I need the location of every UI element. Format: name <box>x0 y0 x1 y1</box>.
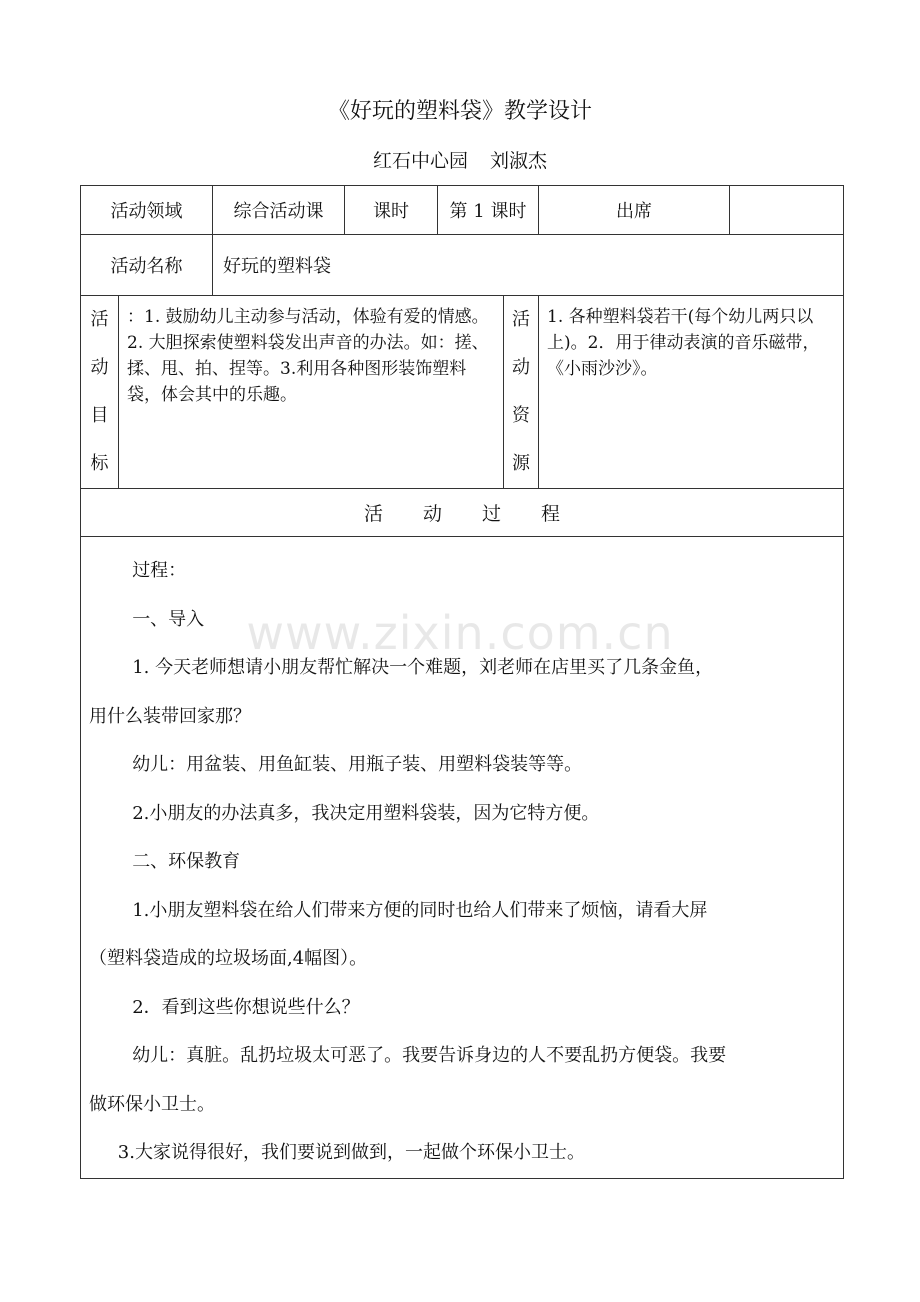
goals-label-char: 标 <box>90 453 109 474</box>
document-title: 《好玩的塑料袋》教学设计 <box>327 99 592 124</box>
watermark: www.zixin.com.cn <box>246 606 674 660</box>
process-line: 二、环保教育 <box>132 851 241 872</box>
process-line: 一、导入 <box>132 608 205 630</box>
resources-text: 1. 各种塑料袋若干(每个幼儿两只以上)。2．用于律动表演的音乐磁带，《小雨沙沙》。 <box>539 296 844 489</box>
resources-label <box>504 296 539 489</box>
process-header <box>81 489 844 537</box>
resources-label-char: 资 <box>512 405 530 426</box>
period-label: 课时 <box>345 186 438 235</box>
process-line: 做环保小卫士。 <box>89 1093 215 1115</box>
process-header-char: 过 <box>482 503 502 525</box>
table-row <box>81 235 844 296</box>
resources-label-char: 源 <box>512 453 530 474</box>
goals-text: ：1. 鼓励幼儿主动参与活动，体验有爱的情感。2. 大胆探索使塑料袋发出声音的办法。如：搓、揉、甩、拍、捏等。3.利用各种图形装饰塑料袋，体会其中的乐趣。 <box>119 296 504 489</box>
process-header-char: 程 <box>541 503 561 525</box>
author-name: 刘淑杰 <box>490 150 548 172</box>
process-line: 幼儿：用盆装、用鱼缸装、用瓶子装、用塑料袋装等等。 <box>132 754 583 775</box>
process-line: 用什么装带回家那？ <box>89 705 251 727</box>
goals-label-char: 活 <box>90 309 109 330</box>
activity-name-label: 活动名称 <box>81 235 213 296</box>
domain-label: 活动领域 <box>81 186 213 235</box>
attendance-value <box>730 186 844 235</box>
process-line: 幼儿：真脏。乱扔垃圾太可恶了。我要告诉身边的人不要乱扔方便袋。我要 <box>132 1045 727 1066</box>
table-row <box>81 186 844 235</box>
process-line: 过程： <box>132 560 187 581</box>
resources-label-char: 动 <box>512 357 530 378</box>
school-name: 红石中心园 <box>372 150 468 172</box>
process-header-char: 活 <box>363 503 383 525</box>
activity-name-value: 好玩的塑料袋 <box>213 235 844 296</box>
process-line: （塑料袋造成的垃圾场面,4幅图）。 <box>89 948 368 969</box>
resources-label-char: 活 <box>512 309 530 330</box>
process-line: 2.小朋友的办法真多，我决定用塑料袋装，因为它特方便。 <box>132 802 600 824</box>
domain-value: 综合活动课 <box>213 186 345 235</box>
process-line: 1. 今天老师想请小朋友帮忙解决一个难题，刘老师在店里买了几条金鱼， <box>132 657 714 678</box>
goals-label-char: 动 <box>90 357 109 378</box>
process-line: 3.大家说得很好，我们要说到做到，一起做个环保小卫士。 <box>117 1142 585 1163</box>
attendance-label: 出席 <box>539 186 730 235</box>
period-value: 第 1 课时 <box>438 186 539 235</box>
table-row <box>81 296 844 489</box>
process-header-char: 动 <box>422 503 442 525</box>
goals-label <box>81 296 119 489</box>
goals-label-char: 目 <box>90 405 109 426</box>
table-row <box>81 489 844 537</box>
lesson-plan-table <box>80 185 844 1179</box>
process-line: 2．看到这些你想说些什么？ <box>132 996 360 1018</box>
process-line: 1.小朋友塑料袋在给人们带来方便的同时也给人们带来了烦恼，请看大屏 <box>132 899 708 921</box>
document-subtitle <box>0 146 920 173</box>
